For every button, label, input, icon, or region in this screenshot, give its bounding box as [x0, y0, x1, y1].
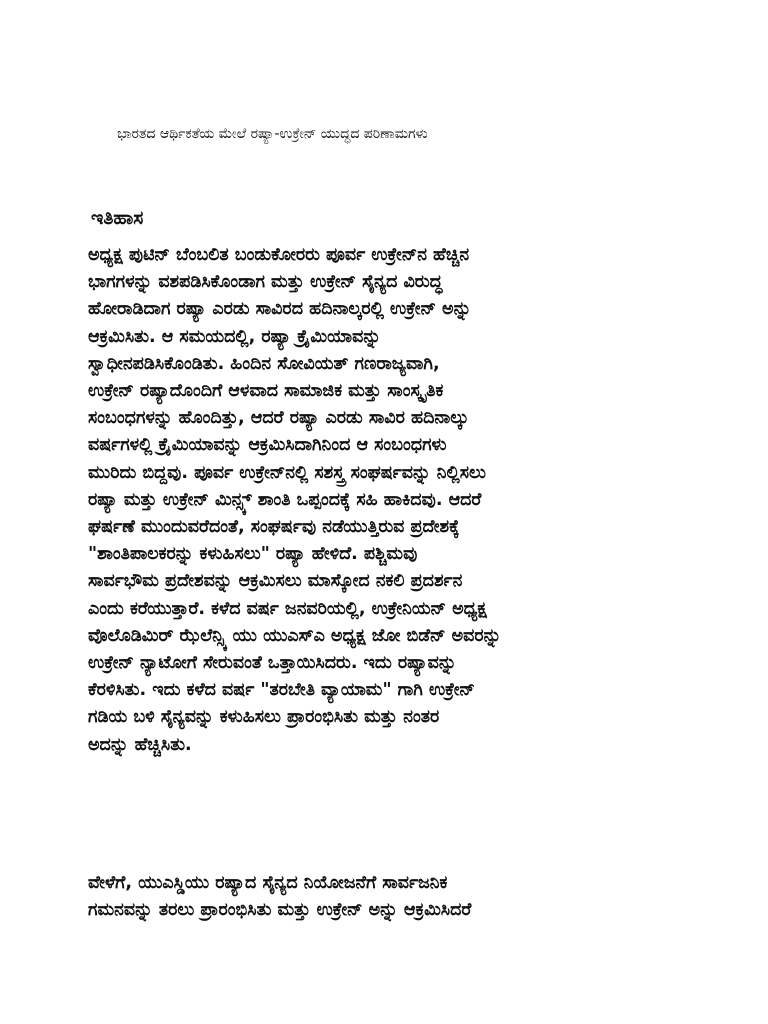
paragraph-line: ಸಾರ್ವಭೌಮ ಪ್ರದೇಶವನ್ನು ಆಕ್ರಮಿಸಲು ಮಾಸ್ಕೋದ ನಕಲಿ ಪ್ರದರ್ಶನ	[88, 571, 463, 592]
paragraph-line: ಗಡಿಯ ಬಳಿ ಸೈನ್ಯವನ್ನು ಕಳುಹಿಸಲು ಪ್ರಾರಂಭಿಸಿತು ಮತ್ತು ನಂತರ	[88, 707, 440, 728]
paragraph-line: ಉಕ್ರೇನ್ ನ್ಯಾಟೋಗೆ ಸೇರುವಂತೆ ಒತ್ತಾಯಿಸಿದರು. ಇದು ರಷ್ಯಾವನ್ನು	[88, 653, 457, 674]
paragraph-line: ಸ್ವಾಧೀನಪಡಿಸಿಕೊಂಡಿತು. ಹಿಂದಿನ ಸೋವಿಯತ್ ಗಣರಾಜ್ಯವಾಗಿ,	[88, 353, 440, 374]
paragraph-line: ಉಕ್ರೇನ್ ರಷ್ಯಾದೊಂದಿಗೆ ಆಳವಾದ ಸಾಮಾಜಿಕ ಮತ್ತು ಸಾಂಸ್ಕೃತಿಕ	[88, 381, 444, 402]
body-paragraph	[88, 870, 688, 924]
document-title: ಭಾರತದ ಆರ್ಥಿಕತೆಯ ಮೇಲೆ ರಷ್ಯಾ-ಉಕ್ರೇನ್ ಯುದ್ಧದ ಪರಿಣಾಮಗಳು	[117, 126, 428, 142]
paragraph-line: ಎಂದು ಕರೆಯುತ್ತಾರೆ. ಕಳೆದ ವರ್ಷ ಜನವರಿಯಲ್ಲಿ, ಉಕ್ರೇನಿಯನ್ ಅಧ್ಯಕ್ಷ	[88, 598, 487, 619]
paragraph-line: ಅದನ್ನು ಹೆಚ್ಚಿಸಿತು.	[88, 734, 192, 755]
paragraph-line: ಭಾಗಗಳನ್ನು ವಶಪಡಿಸಿಕೊಂಡಾಗ ಮತ್ತು ಉಕ್ರೇನ್ ಸೈನ್ಯದ ವಿರುದ್ಧ	[88, 272, 443, 293]
paragraph-line: ರಷ್ಯಾ ಮತ್ತು ಉಕ್ರೇನ್ ಮಿನ್ಸ್ಕ್ ಶಾಂತಿ ಒಪ್ಪಂದಕ್ಕೆ ಸಹಿ ಹಾಕಿದವು. ಆದರೆ	[88, 489, 482, 510]
paragraph-line: ಮುರಿದು ಬಿದ್ದವು. ಪೂರ್ವ ಉಕ್ರೇನ್‌ನಲ್ಲಿ ಸಶಸ್ತ್ರ ಸಂಘರ್ಷವನ್ನು ನಿಲ್ಲಿಸಲು	[88, 462, 486, 483]
section-heading: ಇತಿಹಾಸ	[91, 207, 144, 229]
paragraph-line: ಆಕ್ರಮಿಸಿತು. ಆ ಸಮಯದಲ್ಲಿ, ರಷ್ಯಾ ಕ್ರೈಮಿಯಾವನ್ನು	[88, 326, 381, 347]
paragraph-line: ವರ್ಷಗಳಲ್ಲಿ ಕ್ರೈಮಿಯಾವನ್ನು ಆಕ್ರಮಿಸಿದಾಗಿನಿಂದ ಆ ಸಂಬಂಧಗಳು	[88, 435, 447, 456]
paragraph-line: ಕೆರಳಿಸಿತು. ಇದು ಕಳೆದ ವರ್ಷ "ತರಬೇತಿ ವ್ಯಾಯಾಮ" ಗಾಗಿ ಉಕ್ರೇನ್	[88, 680, 475, 701]
paragraph-line: ವೇಳೆಗೆ, ಯುಎಸ್ಡಿಯು ರಷ್ಯಾದ ಸೈನ್ಯದ ನಿಯೋಜನೆಗೆ ಸಾರ್ವಜನಿಕ	[88, 873, 448, 893]
paragraph-line: ಸಂಬಂಧಗಳನ್ನು ಹೊಂದಿತ್ತು, ಆದರೆ ರಷ್ಯಾ ಎರಡು ಸಾವಿರ ಹದಿನಾಲ್ಕು	[88, 408, 469, 429]
paragraph-line: "ಶಾಂತಿಪಾಲಕರನ್ನು ಕಳುಹಿಸಲು" ರಷ್ಯಾ ಹೇಳಿದೆ. ಪಶ್ಚಿಮವು	[88, 544, 418, 565]
paragraph-line: ಗಮನವನ್ನು ತರಲು ಪ್ರಾರಂಭಿಸಿತು ಮತ್ತು ಉಕ್ರೇನ್ ಅನ್ನು ಆಕ್ರಮಿಸಿದರೆ	[88, 900, 472, 921]
paragraph-line: ವೊಲೊಡಿಮಿರ್ ಝೆಲೆನ್ಸ್ಕಿ ಯು ಯುಎಸ್ಎ ಅಧ್ಯಕ್ಷ ಜೋ ಬಿಡೆನ್ ಅವರನ್ನು	[88, 625, 502, 646]
paragraph-line: ಹೋರಾಡಿದಾಗ ರಷ್ಯಾ ಎರಡು ಸಾವಿರದ ಹದಿನಾಲ್ಕರಲ್ಲಿ ಉಕ್ರೇನ್ ಅನ್ನು	[88, 299, 472, 320]
body-paragraph	[88, 242, 688, 759]
paragraph-line: ಘರ್ಷಣೆ ಮುಂದುವರೆದಂತೆ, ಸಂಘರ್ಷವು ನಡೆಯುತ್ತಿರುವ ಪ್ರದೇಶಕ್ಕೆ	[88, 517, 460, 538]
paragraph-line: ಅಧ್ಯಕ್ಷ ಪುಟಿನ್ ಬೆಂಬಲಿತ ಬಂಡುಕೋರರು ಪೂರ್ವ ಉಕ್ರೇನ್‌ನ ಹೆಚ್ಚಿನ	[88, 245, 470, 265]
